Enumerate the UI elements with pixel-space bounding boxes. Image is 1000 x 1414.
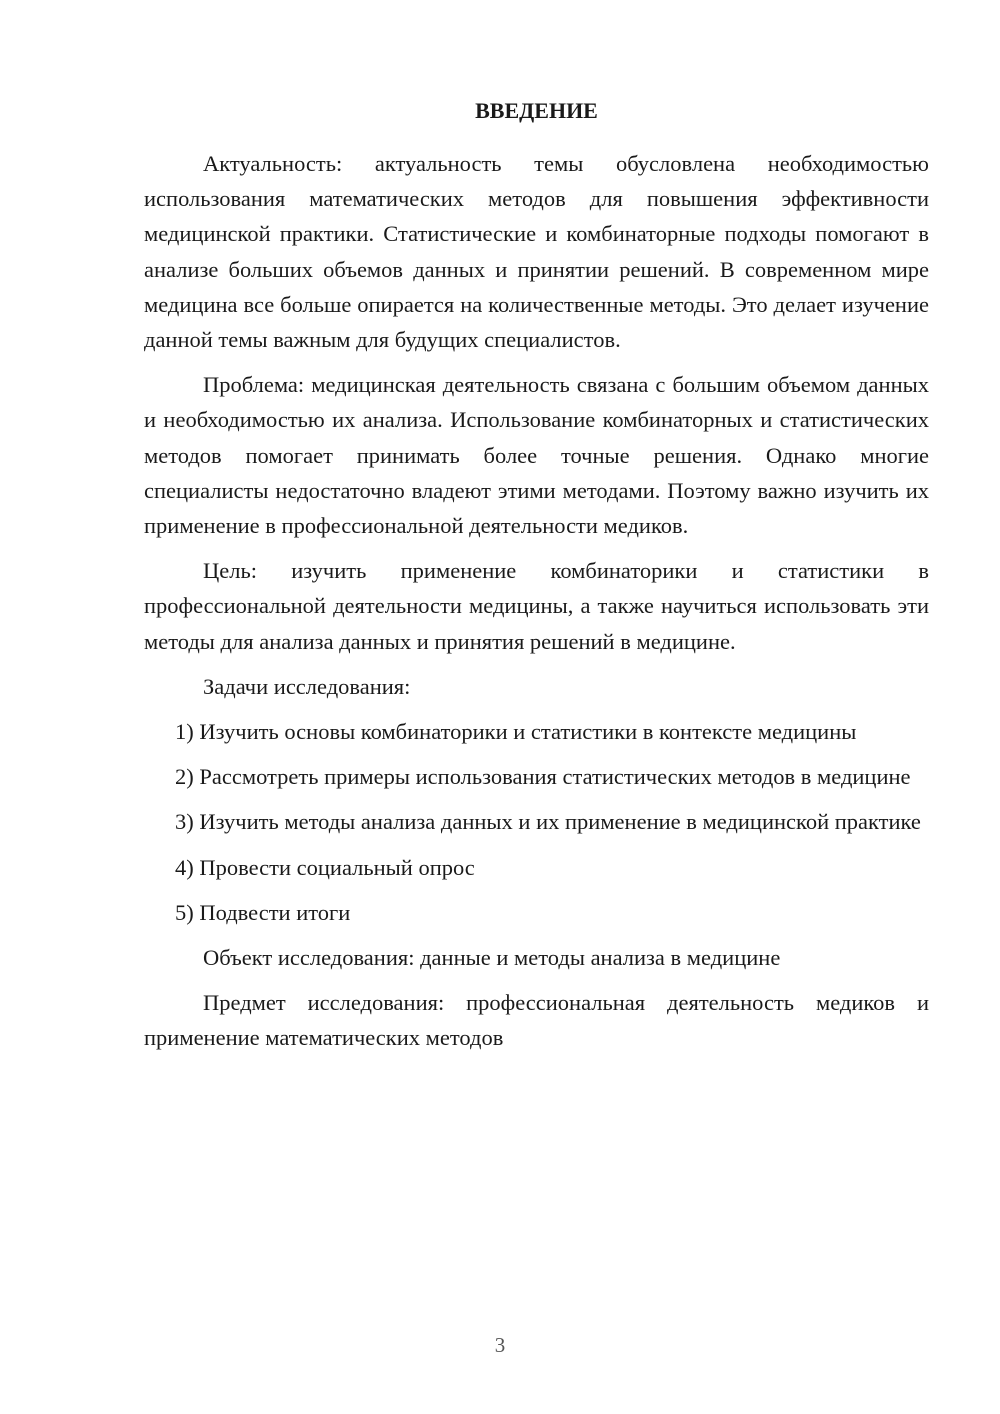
task-item-5: 5) Подвести итоги (175, 899, 351, 925)
page-number: 3 (494, 1333, 506, 1357)
task-item-2: 2) Рассмотреть примеры использования статистических методов в медицине (175, 764, 911, 790)
task-item-3: 3) Изучить методы анализа данных и их применение в медицинской практике (175, 809, 921, 835)
paragraph-goal: Цель: изучить применение комбинаторики и статистики в профессиональной деятельности медицины, а также научиться использовать эти методы для анализа данных и принятия решений в медицине. (144, 558, 929, 654)
document-body (144, 93, 929, 1066)
paragraph-problem: Проблема: медицинская деятельность связана с большим объемом данных и необходимостью их анализа. Использование комбинаторных и статистических методов помогает принимать более точные решения. Однако многие специалисты недостаточно владеют этими методами. Поэтому важно изучить их применение в профессиональной деятельности медиков. (144, 372, 929, 539)
paragraph-subject: Предмет исследования: профессиональная деятельность медиков и применение математических методов (144, 990, 929, 1051)
task-item-1: 1) Изучить основы комбинаторики и статистики в контексте медицины (175, 719, 857, 745)
page-title: ВВЕДЕНИЕ (475, 98, 598, 123)
paragraph-object: Объект исследования: данные и методы анализа в медицине (203, 945, 781, 971)
tasks-heading: Задачи исследования: (203, 673, 411, 699)
task-item-4: 4) Провести социальный опрос (175, 854, 475, 880)
paragraph-relevance: Актуальность: актуальность темы обусловлена необходимостью использования математических методов для повышения эффективности медицинской практики. Статистические и комбинаторные подходы помогают в анализе больших объемов данных и принятии решений. В современном мире медицина все больше опирается на количественные методы. Это делает изучение данной темы важным для будущих специалистов. (144, 151, 929, 353)
